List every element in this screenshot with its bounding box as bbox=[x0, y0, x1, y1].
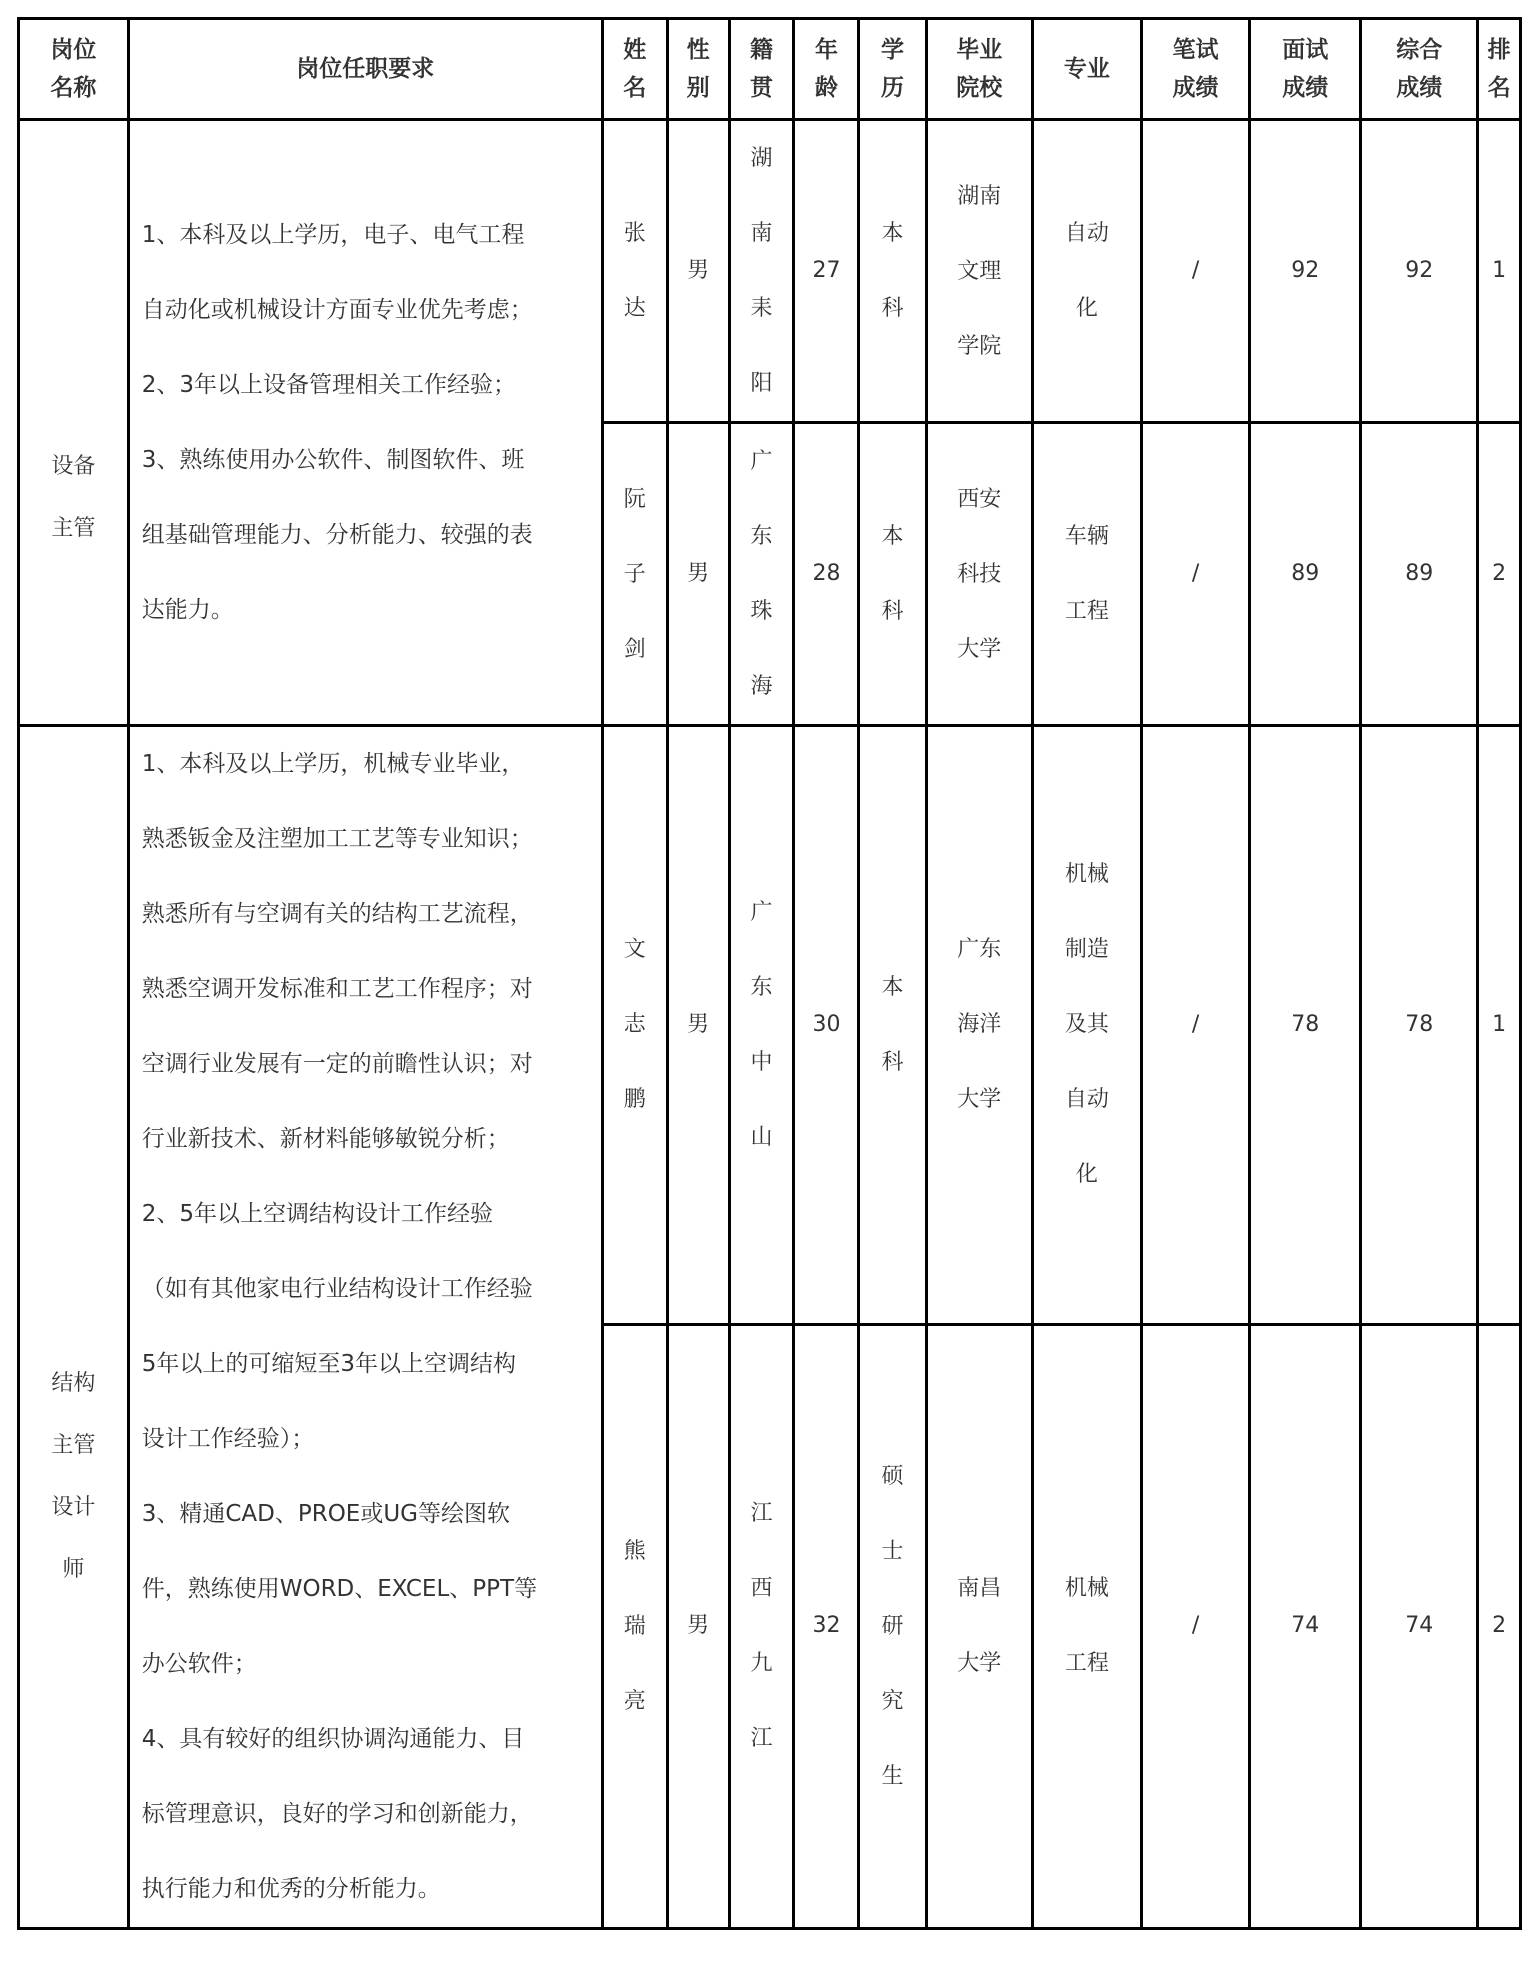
interview-score: 74 bbox=[1250, 1324, 1361, 1928]
requirement-line: 设计工作经验）； bbox=[141, 1426, 315, 1452]
rank: 1 bbox=[1478, 120, 1521, 423]
candidate-school bbox=[926, 1324, 1033, 1928]
requirement-line: 标管理意识，良好的学习和创新能力， bbox=[141, 1801, 533, 1827]
requirement-line: 1、本科及以上学历，机械专业毕业， bbox=[141, 751, 525, 777]
candidate-hometown-text: 东 bbox=[750, 974, 773, 1000]
candidate-hometown-text: 耒 bbox=[750, 296, 773, 321]
header-text: 笔试 bbox=[1172, 37, 1219, 63]
table-row bbox=[19, 726, 1521, 1325]
position-requirements bbox=[128, 120, 602, 726]
header-text: 贯 bbox=[749, 75, 773, 101]
candidate-education-text: 科 bbox=[881, 1049, 904, 1075]
written-score: / bbox=[1141, 120, 1250, 423]
rank: 2 bbox=[1478, 423, 1521, 726]
candidate-gender: 男 bbox=[667, 120, 729, 423]
candidate-hometown-text: 珠 bbox=[750, 599, 773, 624]
candidate-gender: 男 bbox=[667, 726, 729, 1325]
requirement-line: 5年以上的可缩短至3年以上空调结构 bbox=[141, 1351, 516, 1377]
header-hometown bbox=[729, 19, 794, 120]
position-name-text: 师 bbox=[62, 1557, 85, 1582]
candidate-name-text: 志 bbox=[623, 1012, 646, 1038]
candidate-school-text: 广东 bbox=[957, 937, 1002, 963]
header-name bbox=[602, 19, 667, 120]
header-written-score bbox=[1141, 19, 1250, 120]
candidate-gender: 男 bbox=[667, 1324, 729, 1928]
candidate-hometown-text: 山 bbox=[750, 1124, 773, 1150]
candidate-name bbox=[602, 726, 667, 1325]
rank: 2 bbox=[1478, 1324, 1521, 1928]
candidate-hometown bbox=[729, 120, 794, 423]
total-score: 78 bbox=[1361, 726, 1478, 1325]
candidate-major bbox=[1033, 726, 1142, 1325]
candidate-education bbox=[859, 1324, 926, 1928]
candidate-hometown-text: 九 bbox=[750, 1651, 773, 1677]
header-text: 年 bbox=[814, 37, 838, 63]
candidate-major-text: 机械 bbox=[1064, 862, 1109, 888]
written-score: / bbox=[1141, 726, 1250, 1325]
header-text: 成绩 bbox=[1172, 75, 1219, 101]
candidate-education-text: 研 bbox=[881, 1613, 904, 1639]
candidate-education-text: 究 bbox=[881, 1688, 904, 1714]
candidate-gender: 男 bbox=[667, 423, 729, 726]
header-text: 成绩 bbox=[1396, 75, 1443, 101]
candidate-hometown-text: 东 bbox=[750, 524, 773, 549]
written-score: / bbox=[1141, 423, 1250, 726]
candidate-name-text: 阮 bbox=[623, 486, 646, 512]
requirement-line: 组基础管理能力、分析能力、较强的表 bbox=[141, 521, 533, 548]
candidate-school-text: 文理 bbox=[957, 258, 1002, 284]
candidate-hometown-text: 中 bbox=[750, 1049, 773, 1075]
position-name bbox=[19, 726, 129, 1929]
candidate-major bbox=[1033, 1324, 1142, 1928]
candidate-education bbox=[859, 726, 926, 1325]
interview-score: 89 bbox=[1250, 423, 1361, 726]
header-age bbox=[794, 19, 859, 120]
candidate-major-text: 及其 bbox=[1064, 1012, 1109, 1038]
total-score: 89 bbox=[1361, 423, 1478, 726]
total-score: 74 bbox=[1361, 1324, 1478, 1928]
header-rank bbox=[1478, 19, 1521, 120]
header-text: 名 bbox=[623, 75, 647, 101]
candidate-major-text: 化 bbox=[1075, 296, 1098, 321]
requirement-line: 2、5年以上空调结构设计工作经验 bbox=[141, 1201, 493, 1227]
candidate-education-text: 本 bbox=[881, 221, 904, 246]
requirement-line: 4、具有较好的组织协调沟通能力、目 bbox=[141, 1726, 525, 1752]
header-text: 姓 bbox=[623, 37, 647, 63]
candidate-name-text: 亮 bbox=[623, 1688, 646, 1714]
header-text: 毕业 bbox=[956, 37, 1003, 63]
position-name-text: 主管 bbox=[51, 1433, 96, 1458]
requirement-line: 空调行业发展有一定的前瞻性认识；对 bbox=[141, 1051, 533, 1077]
candidate-name-text: 鹏 bbox=[623, 1087, 646, 1113]
candidate-major-text: 工程 bbox=[1064, 1651, 1109, 1677]
candidate-hometown-text: 湖 bbox=[750, 146, 773, 171]
candidate-age: 27 bbox=[794, 120, 859, 423]
candidate-name-text: 张 bbox=[623, 221, 646, 246]
candidate-education bbox=[859, 423, 926, 726]
requirement-line: 3、精通CAD、PROE或UG等绘图软 bbox=[141, 1501, 510, 1527]
candidate-school-text: 西安 bbox=[957, 486, 1002, 512]
candidate-education-text: 科 bbox=[881, 599, 904, 624]
candidate-major bbox=[1033, 423, 1142, 726]
candidate-major-text: 化 bbox=[1075, 1162, 1098, 1188]
header-school bbox=[926, 19, 1033, 120]
candidate-school-text: 大学 bbox=[957, 1651, 1002, 1677]
requirement-line: 办公软件； bbox=[141, 1651, 257, 1677]
requirement-line: 2、3年以上设备管理相关工作经验； bbox=[141, 371, 516, 398]
candidate-school-text: 南昌 bbox=[957, 1576, 1002, 1602]
candidate-school-text: 湖南 bbox=[957, 183, 1002, 209]
header-text: 岗位 bbox=[50, 37, 97, 63]
candidate-age: 32 bbox=[794, 1324, 859, 1928]
candidate-hometown-text: 广 bbox=[750, 899, 773, 925]
header-requirements bbox=[128, 19, 602, 120]
candidate-hometown-text: 阳 bbox=[750, 371, 773, 396]
requirement-line: 熟悉钣金及注塑加工工艺等专业知识； bbox=[141, 826, 533, 852]
candidate-school bbox=[926, 726, 1033, 1325]
candidate-school-text: 大学 bbox=[957, 636, 1002, 662]
requirement-line: 1、本科及以上学历，电子、电气工程 bbox=[141, 221, 525, 248]
candidate-name-text: 剑 bbox=[623, 636, 646, 662]
header-text: 名 bbox=[1487, 75, 1511, 101]
header-position bbox=[19, 19, 129, 120]
candidate-name bbox=[602, 1324, 667, 1928]
requirement-line: 达能力。 bbox=[141, 596, 234, 623]
header-gender bbox=[667, 19, 729, 120]
candidate-name-text: 达 bbox=[623, 296, 646, 321]
header-total-score bbox=[1361, 19, 1478, 120]
header-text: 综合 bbox=[1396, 37, 1443, 63]
interview-score: 92 bbox=[1250, 120, 1361, 423]
interview-score: 78 bbox=[1250, 726, 1361, 1325]
candidate-major-text: 车辆 bbox=[1064, 524, 1109, 549]
candidate-school bbox=[926, 423, 1033, 726]
candidate-school-text: 科技 bbox=[957, 561, 1002, 587]
candidate-hometown-text: 海 bbox=[750, 674, 773, 699]
header-text: 专业 bbox=[1063, 56, 1110, 82]
table-row bbox=[19, 120, 1521, 423]
position-name-text: 设计 bbox=[51, 1495, 96, 1520]
candidate-education-text: 生 bbox=[881, 1763, 904, 1789]
candidate-major-text: 工程 bbox=[1064, 599, 1109, 624]
candidate-hometown-text: 南 bbox=[750, 221, 773, 246]
requirement-line: 件，熟练使用WORD、EXCEL、PPT等 bbox=[141, 1576, 538, 1602]
requirement-line: （如有其他家电行业结构设计工作经验 bbox=[141, 1276, 533, 1302]
written-score: / bbox=[1141, 1324, 1250, 1928]
header-text: 排 bbox=[1487, 37, 1511, 63]
requirement-line: 熟悉空调开发标准和工艺工作程序；对 bbox=[141, 976, 533, 1002]
candidate-hometown bbox=[729, 726, 794, 1325]
header-text: 龄 bbox=[814, 75, 838, 101]
candidate-education-text: 科 bbox=[881, 296, 904, 321]
requirement-line: 熟悉所有与空调有关的结构工艺流程， bbox=[141, 901, 533, 927]
candidate-school-text: 海洋 bbox=[957, 1012, 1002, 1038]
rank: 1 bbox=[1478, 726, 1521, 1325]
candidate-major-text: 制造 bbox=[1064, 937, 1109, 963]
candidate-name-text: 子 bbox=[623, 561, 646, 587]
header-text: 岗位任职要求 bbox=[296, 56, 435, 82]
header-text: 院校 bbox=[956, 75, 1003, 101]
candidate-name bbox=[602, 120, 667, 423]
candidate-name bbox=[602, 423, 667, 726]
header-interview-score bbox=[1250, 19, 1361, 120]
candidate-education-text: 士 bbox=[881, 1538, 904, 1564]
candidate-name-text: 瑞 bbox=[623, 1613, 646, 1639]
position-name-text: 主管 bbox=[51, 515, 96, 541]
candidate-hometown bbox=[729, 1324, 794, 1928]
candidate-education bbox=[859, 120, 926, 423]
position-requirements bbox=[128, 726, 602, 1929]
candidate-age: 30 bbox=[794, 726, 859, 1325]
header-text: 面试 bbox=[1282, 37, 1329, 63]
candidate-age: 28 bbox=[794, 423, 859, 726]
header-row bbox=[19, 19, 1521, 120]
candidate-major-text: 自动 bbox=[1064, 1087, 1109, 1113]
candidate-education-text: 硕 bbox=[881, 1463, 904, 1489]
requirement-line: 自动化或机械设计方面专业优先考虑； bbox=[141, 296, 533, 323]
candidate-school-text: 学院 bbox=[957, 333, 1002, 359]
candidate-major-text: 自动 bbox=[1064, 221, 1109, 246]
candidate-school bbox=[926, 120, 1033, 423]
candidate-name-text: 文 bbox=[623, 937, 646, 963]
candidate-education-text: 本 bbox=[881, 524, 904, 549]
header-text: 籍 bbox=[749, 37, 773, 63]
candidate-name-text: 熊 bbox=[623, 1538, 646, 1564]
requirement-line: 行业新技术、新材料能够敏锐分析； bbox=[141, 1126, 510, 1152]
recruitment-results-table bbox=[17, 17, 1522, 1930]
candidate-hometown-text: 西 bbox=[750, 1576, 773, 1602]
candidate-school-text: 大学 bbox=[957, 1087, 1002, 1113]
candidate-education-text: 本 bbox=[881, 974, 904, 1000]
header-text: 别 bbox=[686, 75, 710, 101]
position-name-text: 设备 bbox=[51, 453, 96, 479]
total-score: 92 bbox=[1361, 120, 1478, 423]
position-name bbox=[19, 120, 129, 726]
header-education bbox=[859, 19, 926, 120]
candidate-major bbox=[1033, 120, 1142, 423]
candidate-hometown-text: 江 bbox=[750, 1726, 773, 1752]
header-text: 成绩 bbox=[1282, 75, 1329, 101]
header-text: 学 bbox=[880, 37, 904, 63]
candidate-hometown bbox=[729, 423, 794, 726]
candidate-major-text: 机械 bbox=[1064, 1576, 1109, 1602]
header-major bbox=[1033, 19, 1142, 120]
header-text: 名称 bbox=[50, 75, 97, 101]
header-text: 性 bbox=[686, 37, 710, 63]
candidate-hometown-text: 广 bbox=[750, 449, 773, 474]
position-name-text: 结构 bbox=[51, 1371, 96, 1396]
candidate-hometown-text: 江 bbox=[750, 1501, 773, 1527]
requirement-line: 执行能力和优秀的分析能力。 bbox=[141, 1876, 441, 1902]
requirement-line: 3、熟练使用办公软件、制图软件、班 bbox=[141, 446, 525, 473]
header-text: 历 bbox=[880, 75, 904, 101]
